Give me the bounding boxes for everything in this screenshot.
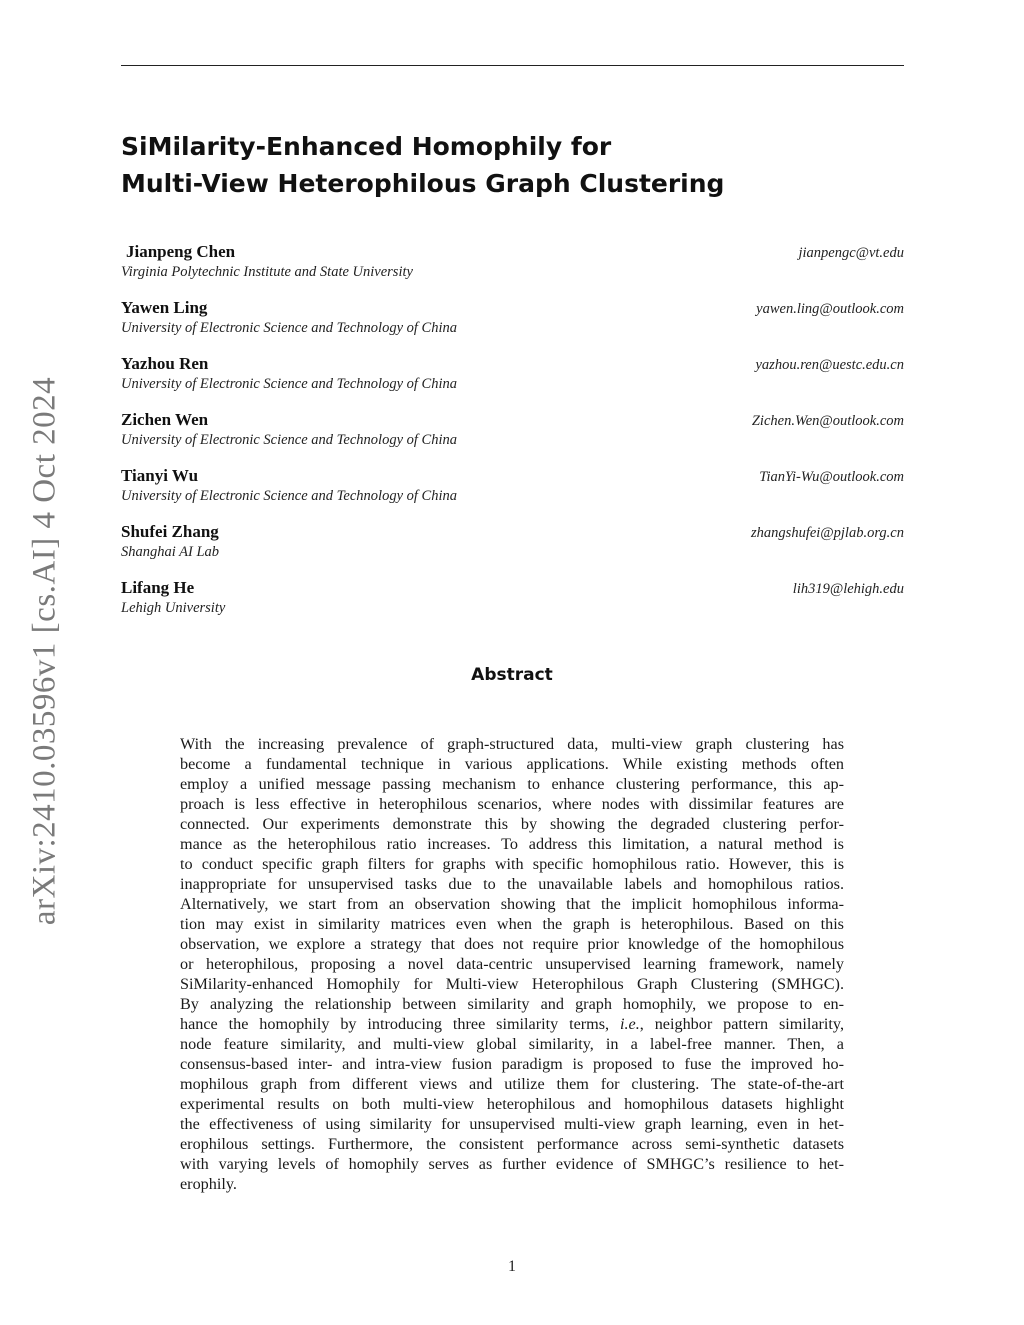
author-affiliation: University of Electronic Science and Technology of China — [121, 432, 457, 448]
header-rule — [121, 65, 904, 66]
author-block — [121, 578, 904, 634]
author-block — [121, 466, 904, 522]
author-affiliation: University of Electronic Science and Technology of China — [121, 320, 457, 336]
arxiv-side-stamp: arXiv:2410.03596v1 [cs.AI] 4 Oct 2024 — [26, 376, 63, 926]
abstract-line: connected. Our experiments demonstrate this by showing the degraded clustering perfor- — [180, 815, 844, 833]
abstract-body — [180, 734, 844, 1194]
author-email[interactable]: yawen.ling@outlook.com — [756, 301, 904, 317]
abstract-line: experimental results on both multi-view heterophilous and homophilous datasets highlight — [180, 1095, 844, 1113]
abstract-line-part: hance the homophily by introducing three similarity terms, — [180, 1015, 620, 1033]
page-number: 1 — [508, 1258, 516, 1275]
author-email[interactable]: yazhou.ren@uestc.edu.cn — [755, 357, 904, 373]
abstract-line: SiMilarity-enhanced Homophily for Multi-view Heterophilous Graph Clustering (SMHGC). — [180, 975, 844, 993]
author-block — [121, 354, 904, 410]
author-affiliation: University of Electronic Science and Technology of China — [121, 488, 457, 504]
author-affiliation: Shanghai AI Lab — [121, 544, 220, 560]
author-email[interactable]: zhangshufei@pjlab.org.cn — [751, 525, 904, 541]
abstract-line: By analyzing the relationship between similarity and graph homophily, we propose to en- — [180, 995, 844, 1013]
author-name: Yazhou Ren — [121, 354, 209, 373]
abstract-line: mophilous graph from different views and utilize them for clustering. The state-of-the-art — [180, 1075, 844, 1093]
abstract-line: inappropriate for unsupervised tasks due to the unavailable labels and homophilous ratios. — [180, 875, 844, 893]
abstract-line: Alternatively, we start from an observation showing that the implicit homophilous informa- — [180, 895, 844, 913]
author-name: Tianyi Wu — [121, 466, 199, 485]
author-block — [121, 410, 904, 466]
author-name: Yawen Ling — [121, 298, 208, 317]
title-line-2: Multi-View Heterophilous Graph Clustering — [121, 169, 725, 198]
author-name: Shufei Zhang — [121, 522, 219, 541]
author-email[interactable]: TianYi-Wu@outlook.com — [759, 469, 904, 485]
abstract-line: with varying levels of homophily serves as further evidence of SMHGC’s resilience to het- — [180, 1155, 844, 1173]
author-name: Zichen Wen — [121, 410, 209, 429]
abstract-line: node feature similarity, and multi-view global similarity, in a label-free manner. Then, a — [180, 1035, 844, 1053]
abstract-line: employ a unified message passing mechanism to enhance clustering performance, this ap- — [180, 775, 844, 793]
author-email[interactable]: lih319@lehigh.edu — [792, 581, 904, 597]
abstract-line: become a fundamental technique in various applications. While existing methods often — [180, 755, 844, 773]
abstract-line-part: , neighbor pattern similarity, — [639, 1015, 844, 1033]
author-block — [121, 242, 904, 298]
abstract-line: erophilous settings. Furthermore, the consistent performance across semi-synthetic datasets — [180, 1135, 844, 1153]
abstract-line: the effectiveness of using similarity for unsupervised multi-view graph learning, even in het- — [180, 1115, 844, 1133]
abstract-line: consensus-based inter- and intra-view fusion paradigm is proposed to fuse the improved ho- — [180, 1055, 844, 1073]
abstract-line-with-emphasis — [180, 1014, 844, 1034]
author-email[interactable]: jianpengc@vt.edu — [798, 245, 904, 261]
author-email[interactable]: Zichen.Wen@outlook.com — [751, 413, 904, 429]
author-block — [121, 522, 904, 578]
title-line-1: SiMilarity-Enhanced Homophily for — [121, 132, 612, 161]
abstract-line: tion may exist in similarity matrices even when the graph is heterophilous. Based on this — [180, 915, 844, 933]
abstract-line: mance as the heterophilous ratio increases. To address this limitation, a natural method is — [180, 835, 844, 853]
author-block — [121, 298, 904, 354]
author-affiliation: Lehigh University — [121, 600, 226, 616]
author-name: Lifang He — [121, 578, 195, 597]
abstract-line: to conduct specific graph filters for graphs with specific homophilous ratio. However, this is — [180, 855, 844, 873]
abstract-line: or heterophilous, proposing a novel data-centric unsupervised learning framework, namely — [180, 955, 844, 973]
abstract-line: With the increasing prevalence of graph-structured data, multi-view graph clustering has — [180, 735, 844, 753]
abstract-heading: Abstract — [471, 665, 553, 685]
author-name: Jianpeng Chen — [126, 242, 236, 261]
author-affiliation: University of Electronic Science and Technology of China — [121, 376, 457, 392]
author-list — [121, 242, 904, 634]
abstract-line: observation, we explore a strategy that does not require prior knowledge of the homophilous — [180, 935, 844, 953]
abstract-line: proach is less effective in heterophilous scenarios, where nodes with dissimilar features are — [180, 795, 844, 813]
abstract-line: erophily. — [180, 1175, 237, 1193]
paper-title — [121, 128, 904, 202]
author-affiliation: Virginia Polytechnic Institute and State University — [121, 264, 413, 280]
abstract-emphasis-ie: i.e. — [619, 1015, 640, 1033]
